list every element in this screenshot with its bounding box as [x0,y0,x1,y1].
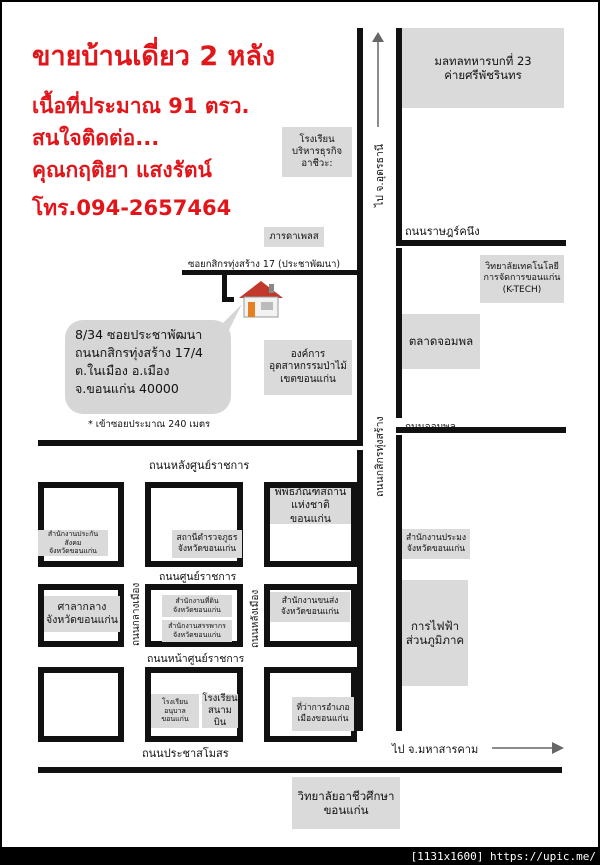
landmark-electric [402,580,468,686]
landmark-social-security [38,530,108,556]
road-label-klang-mueang: ถนนกลางเมือง [131,582,142,646]
arrow-right-icon [492,742,564,754]
landmark-fishery-line-1: สำนักงานประมง [406,533,466,544]
road-label-ratchaphruek: ถนนราษฎร์คนึง [405,225,480,238]
arrow-up-icon [372,32,384,127]
road-label-sun: ถนนศูนย์ราชการ [159,571,237,583]
landmark-district-office [292,697,354,731]
landmark-transport-line-2: จังหวัดขอนแก่น [280,607,340,617]
road-left-lower [357,450,363,731]
landmark-city-hall [44,596,120,632]
landmark-electric-line-2: ส่วนภูมิภาค [405,633,465,647]
landmark-kindergarten-line-2: ขอนแก่น [161,715,189,724]
road-label-lang-mueang: ถนนหลังเมือง [250,589,261,648]
road-label-kasikorn: ถนนกสิกรทุ่งสร้าง [374,416,386,497]
road-label-chomphon: ถนนจอมพล [405,422,456,433]
landmark-forest-org-line-3: เขตขอนแก่น [280,373,336,385]
road-prachasamosorn-line [38,767,562,773]
ad-name: คุณกฤติยา แสงรัตน์ [32,158,212,182]
landmark-ktech [480,255,564,303]
landmark-ktech-line-3: (K-TECH) [502,284,542,295]
landmark-city-hall-line-2: จังหวัดขอนแก่น [46,614,118,626]
landmark-ktech-line-1: วิทยาลัยเทคโนโลยี [485,262,559,273]
image-source-footer: [1131x1600] https://upic.me/ [410,850,596,863]
address-line-1: 8/34 ซอยประชาพัฒนา [75,327,203,342]
landmark-market [402,314,480,369]
landmark-ktech-line-2: การจัดการขอนแก่น [483,273,561,284]
landmark-school-business-line-1: โรงเรียน [299,134,335,146]
landmark-museum-line-2: แห่งชาติ ขอนแก่น [290,499,331,525]
landmark-school-business [282,127,352,177]
landmark-land-office-line-2: จังหวัดขอนแก่น [173,606,221,614]
landmark-forest-org [264,340,352,395]
landmark-college-line-2: ขอนแก่น [323,803,369,817]
landmark-excise [162,620,232,642]
distance-note: * เข้าซอยประมาณ 240 เมตร [88,419,211,430]
landmark-land-office-line-1: สำนักงานที่ดิน [175,597,219,606]
landmark-kindergarten [151,694,199,728]
landmark-city-hall-line-1: ศาลากลาง [57,600,107,613]
landmark-district-office-line-1: ที่ว่าการอำเภอ [296,703,350,714]
landmark-social-security-line-1: สำนักงานประกันสังคม [47,529,99,547]
landmark-excise-line-1: สำนักงานสรรพากร [168,622,226,631]
landmark-forest-org-line-2: อุตสาหกรรมป่าไม้ [269,361,347,373]
ad-contact: สนใจติดต่อ... [32,126,160,150]
road-soi-spur-end [222,297,234,302]
landmark-market-label: ตลาดจอมพล [408,334,474,349]
landmark-district-office-line-2: เมืองขอนแก่น [297,714,349,724]
ad-phone: โทร.094-2657464 [32,196,232,220]
road-soi-spur [222,270,227,300]
landmark-army-line-2: ค่ายศรีพัชรินทร [444,68,522,82]
road-label-to-udon: ไป จ.อุดรธานี [374,143,386,207]
landmark-pharmacy [264,227,324,247]
landmark-army [402,28,564,108]
landmark-fishery [402,529,470,559]
landmark-police [172,530,242,558]
landmark-stadium-school-line-2: สนามบิน [208,705,232,728]
map-sheet [2,2,598,847]
landmark-police-line-2: จังหวัดขอนแก่น [177,544,237,554]
road-label-prachasamosorn: ถนนประชาสโมสร [142,747,229,760]
address-line-3: ต.ในเมือง อ.เมือง [75,363,170,379]
landmark-college [292,777,400,829]
landmark-forest-org-line-1: องค์การ [290,348,326,360]
landmark-pharmacy-label: ภารดาเพลส [269,231,319,243]
landmark-social-security-line-2: จังหวัดขอนแก่น [49,547,97,556]
road-label-to-maha: ไป จ.มหาสารคาม [392,743,479,756]
ad-area: เนื้อที่ประมาณ 91 ตรว. [32,94,250,118]
address-line-2: ถนนกสิกรทุ่งสร้าง 17/4 [75,345,203,361]
road-label-lang-sun: ถนนหลังศูนย์ราชการ [149,459,250,472]
road-label-soi: ซอยกสิกรทุ่งสร้าง 17 (ประชาพัฒนา) [188,259,341,270]
landmark-school-business-line-3: อาชีวะ: [301,157,333,169]
landmark-college-line-1: วิทยาลัยอาชีวศึกษา [297,788,395,803]
landmark-land-office [162,595,232,617]
landmark-army-line-1: มลทลทหารบกที่ 23 [434,53,532,68]
road-ratchaphruek-line [396,240,566,246]
landmark-stadium-school [202,694,238,728]
landmark-museum [270,488,351,524]
road-left-upper [357,28,363,444]
ad-title: ขายบ้านเดี่ยว 2 หลัง [32,41,276,72]
landmark-stadium-school-line-1: โรงเรียน [202,693,238,705]
landmark-excise-line-2: จังหวัดขอนแก่น [173,631,221,639]
landmark-school-business-line-2: บริหารธุรกิจ [291,146,343,158]
landmark-transport-line-1: สำนักงานขนส่ง [281,596,339,607]
landmark-police-line-1: สถานีตำรวจภูธร [176,533,238,544]
landmark-transport [270,592,350,622]
landmark-fishery-line-2: จังหวัดขอนแก่น [406,544,466,554]
block-c1 [38,667,124,742]
address-bubble [65,320,231,414]
address-line-4: จ.ขอนแก่น 40000 [75,381,179,397]
landmark-museum-line-1: พิพิธภัณฑสถาน [274,486,347,499]
road-label-na-sun: ถนนหน้าศูนย์ราชการ [147,653,245,665]
landmark-kindergarten-line-1: โรงเรียนอนุบาล [162,697,188,715]
landmark-electric-line-1: การไฟฟ้า [410,618,460,633]
road-lang-sun-line [38,440,363,446]
